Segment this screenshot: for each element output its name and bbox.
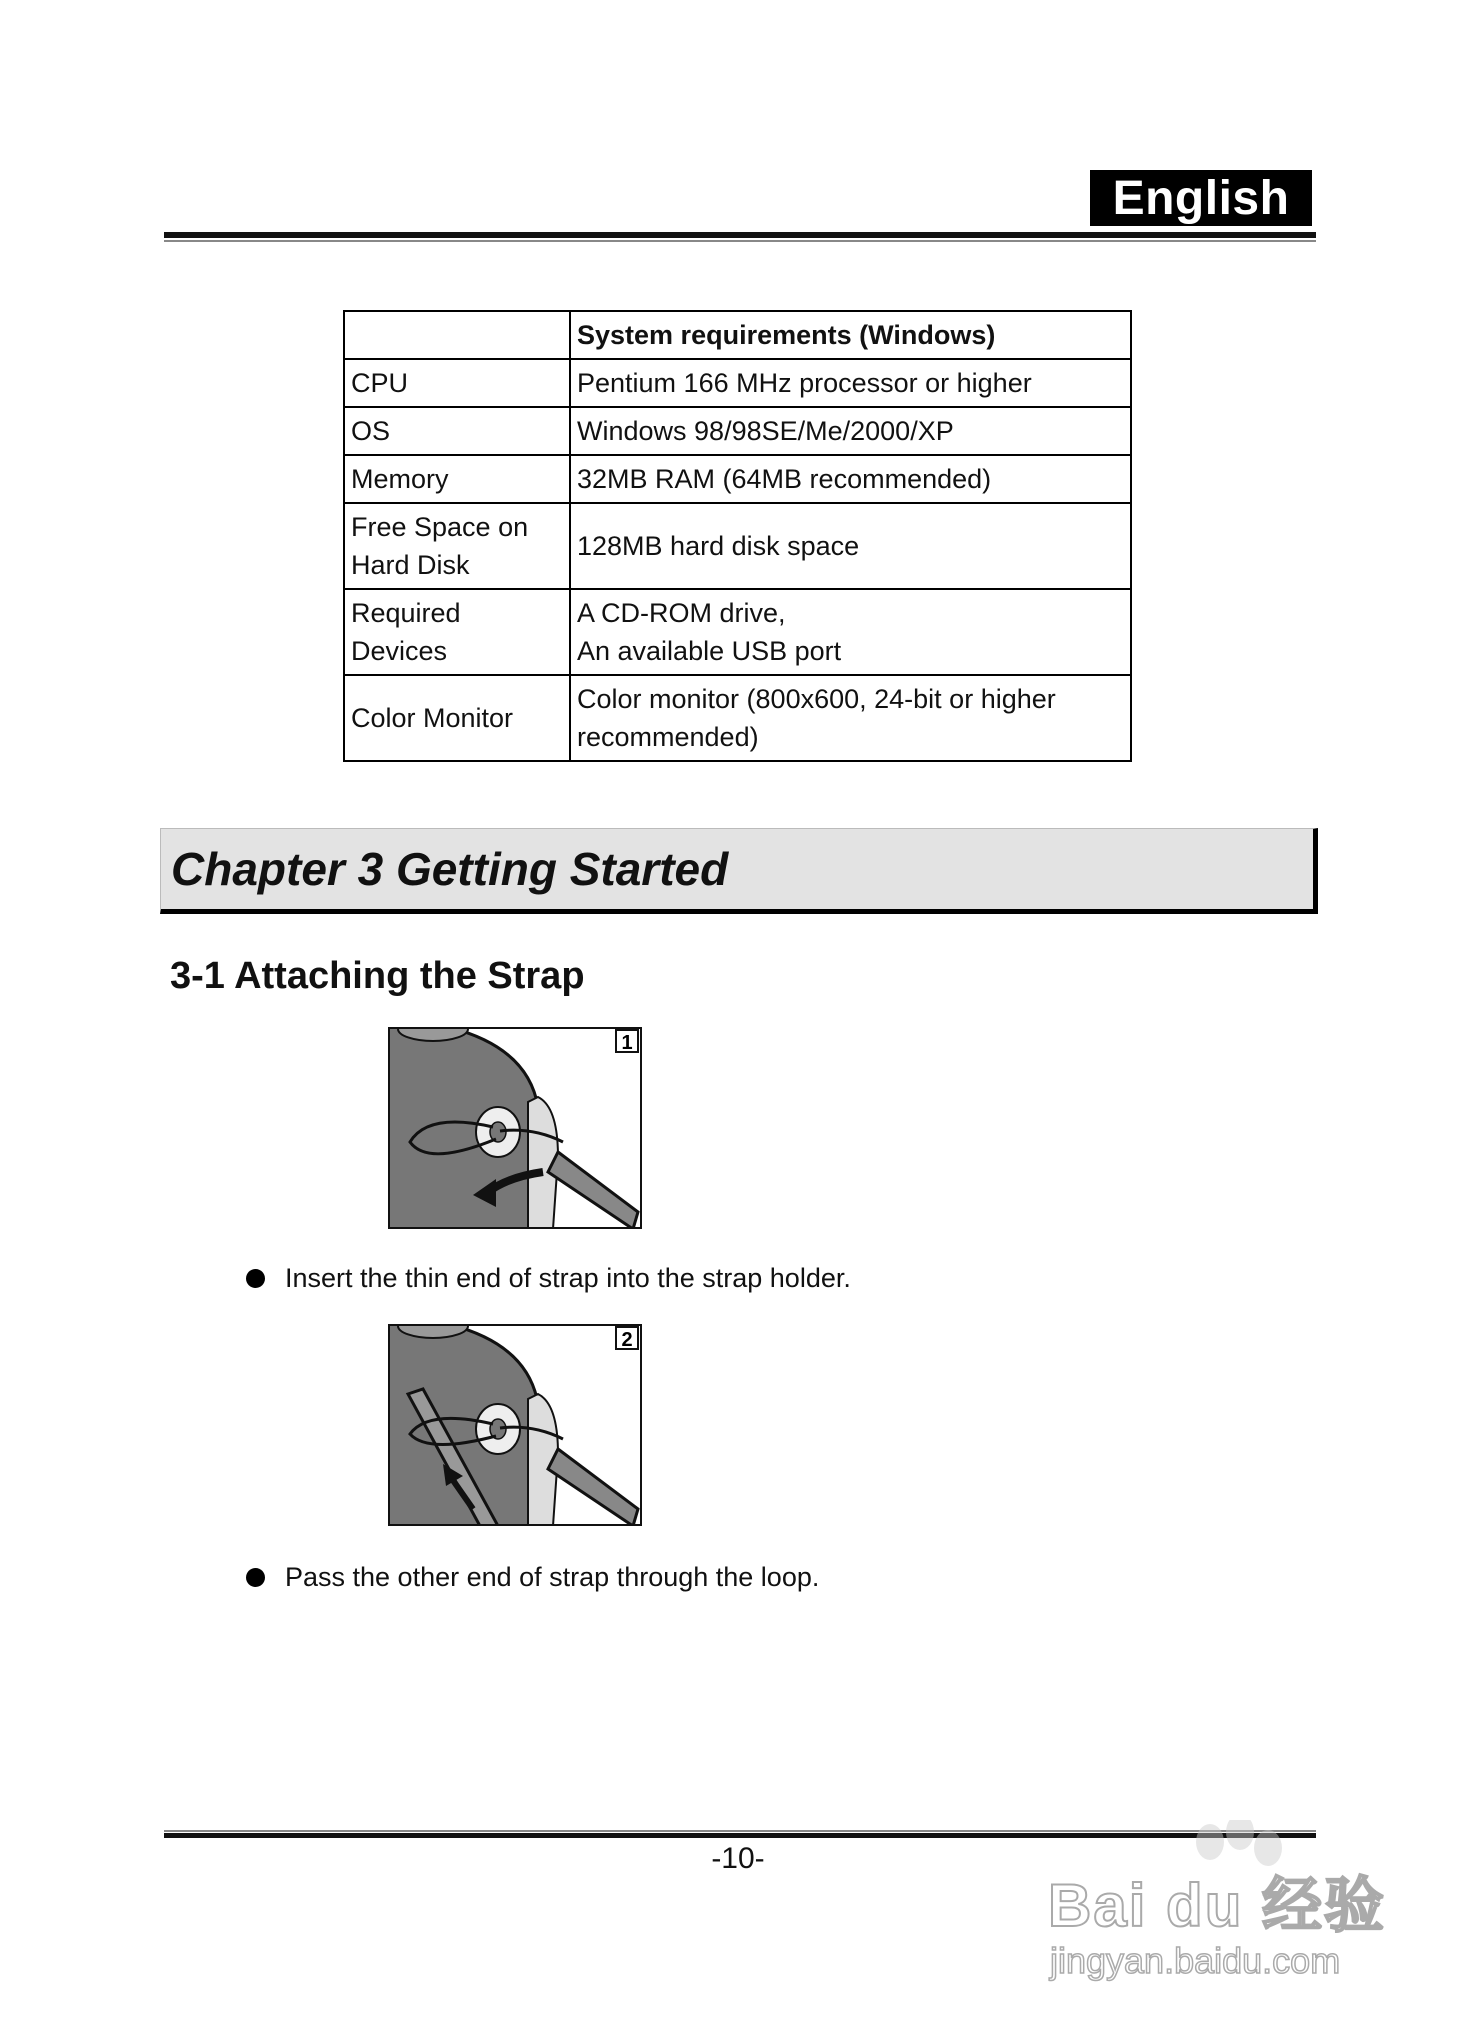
row-value-text: Windows 98/98SE/Me/2000/XP <box>577 416 954 446</box>
watermark-url: jingyan.baidu.com <box>1050 1940 1341 1981</box>
table-row <box>344 589 1131 675</box>
row-label <box>344 407 570 455</box>
row-label-text: Free Space on <box>351 512 529 542</box>
row-value-text: A CD-ROM drive, <box>577 598 786 628</box>
row-label-text: Memory <box>351 464 449 494</box>
row-label-text: CPU <box>351 368 409 398</box>
system-requirements-table <box>343 310 1132 762</box>
chapter-title: Chapter 3 Getting Started <box>171 843 729 895</box>
row-value <box>570 675 1131 761</box>
step-1-instruction <box>246 1263 851 1294</box>
step-2-text: Pass the other end of strap through the loop. <box>285 1562 820 1592</box>
figure-number-1: 1 <box>621 1032 633 1054</box>
table-heading: System requirements (Windows) <box>570 311 1131 359</box>
table-header-row <box>344 311 1131 359</box>
row-value-text: 32MB RAM (64MB recommended) <box>577 464 992 494</box>
section-title: 3-1 Attaching the Strap <box>170 955 585 997</box>
row-label-text: Hard Disk <box>351 550 470 580</box>
bullet-icon <box>246 1269 265 1288</box>
row-label <box>344 675 570 761</box>
table-row <box>344 359 1131 407</box>
strap-step-2-illustration <box>388 1324 642 1526</box>
chapter-banner <box>160 828 1318 914</box>
row-label <box>344 359 570 407</box>
row-value-text: An available USB port <box>577 636 842 666</box>
page-number: -10- <box>711 1842 765 1875</box>
watermark-brand: Bai du 经验 <box>1048 1872 1387 1939</box>
row-value-text: recommended) <box>577 722 759 752</box>
row-value-text: Pentium 166 MHz processor or higher <box>577 368 1032 398</box>
row-label-text: Required <box>351 598 461 628</box>
table-row <box>344 675 1131 761</box>
row-value <box>570 589 1131 675</box>
row-value <box>570 359 1131 407</box>
row-label-text: Devices <box>351 636 448 666</box>
strap-step-1-illustration <box>388 1027 642 1229</box>
row-value <box>570 455 1131 503</box>
row-value-text: 128MB hard disk space <box>577 531 860 561</box>
table-header-empty-cell <box>344 311 570 359</box>
table-row <box>344 407 1131 455</box>
row-label-text: Color Monitor <box>351 703 514 733</box>
row-value-text: Color monitor (800x600, 24-bit or higher <box>577 684 1056 714</box>
header-rule <box>164 232 1316 238</box>
step-2-instruction <box>246 1562 819 1593</box>
figure-number-2: 2 <box>621 1329 633 1351</box>
bullet-icon <box>246 1568 265 1587</box>
language-badge: English <box>1090 170 1312 226</box>
row-value <box>570 407 1131 455</box>
table-row <box>344 503 1131 589</box>
row-value <box>570 503 1131 589</box>
row-label <box>344 455 570 503</box>
row-label <box>344 589 570 675</box>
table-row <box>344 455 1131 503</box>
row-label-text: OS <box>351 416 391 446</box>
row-label <box>344 503 570 589</box>
step-1-text: Insert the thin end of strap into the strap holder. <box>285 1263 851 1293</box>
